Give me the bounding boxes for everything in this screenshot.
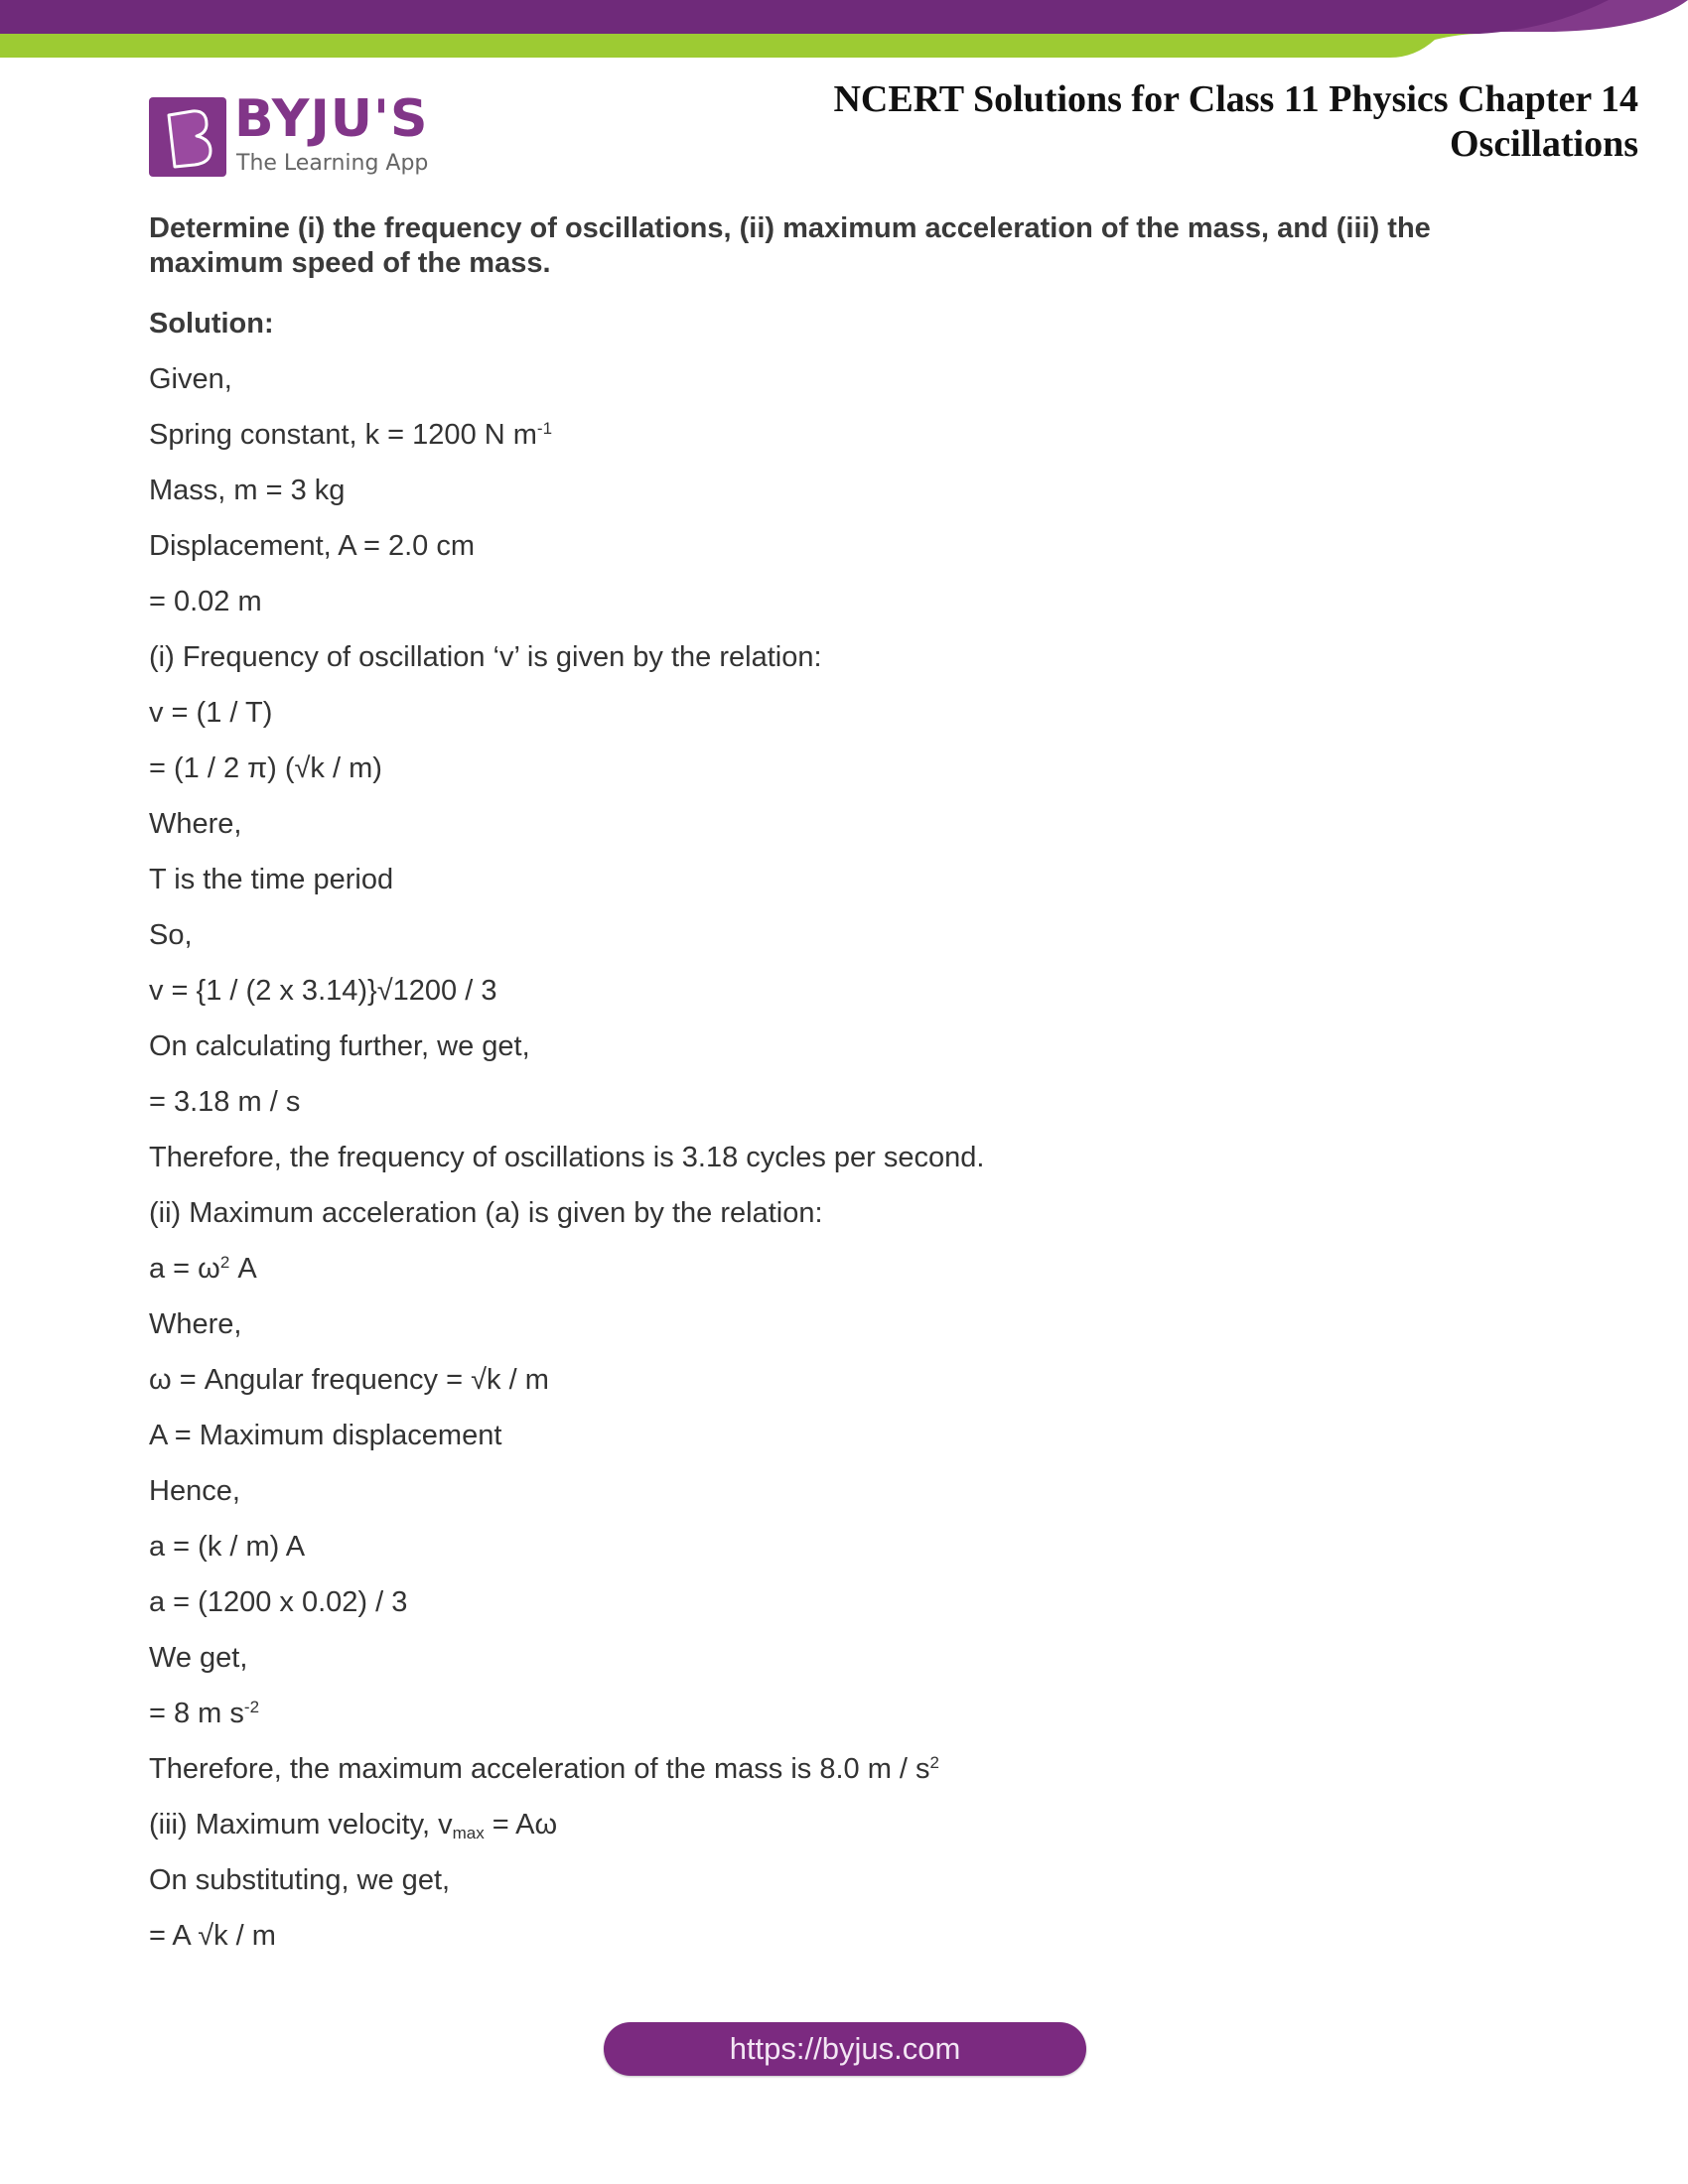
document-title — [745, 77, 1638, 167]
solution-line: We get, — [149, 1642, 248, 1674]
logo-b-icon — [149, 97, 226, 177]
title-line-1: NCERT Solutions for Class 11 Physics Chapter 14 — [833, 78, 1638, 120]
solution-line: A = Maximum displacement — [149, 1420, 502, 1451]
solution-line: Therefore, the frequency of oscillations is 3.18 cycles per second. — [149, 1142, 985, 1173]
logo-tagline: The Learning App — [236, 151, 429, 176]
solution-line: = 3.18 m / s — [149, 1086, 301, 1118]
solution-line: = 8 m $s^{-2}$ — [149, 1698, 260, 1729]
solution-line: Displacement, A = 2.0 cm — [149, 530, 476, 562]
solution-line: Therefore, the maximum acceleration of the mass is 8.0 m / $s^2$ — [149, 1753, 939, 1785]
solution-line: v = (1 / T) — [149, 697, 273, 729]
banner-graphic — [0, 0, 1688, 60]
solution-line: On substituting, we get, — [149, 1864, 451, 1896]
solution-line: Where, — [149, 1308, 242, 1340]
solution-line: (iii) Maximum velocity, $v_{max} = A\omega$ — [149, 1809, 558, 1843]
solution-line: T is the time period — [149, 864, 394, 895]
top-banner — [0, 0, 1688, 60]
solution-content — [149, 211, 1539, 1964]
logo-wordmark: BYJU'S — [234, 89, 429, 149]
solution-line: = (1 / 2 π) (√k / m) — [149, 752, 382, 784]
solution-line: = 0.02 m — [149, 586, 262, 617]
solution-heading: Solution: — [149, 308, 274, 340]
solution-line: $a = \omega^2$ A — [149, 1253, 257, 1285]
solution-line: a = (k / m) A — [149, 1531, 306, 1563]
solution-line: v = {1 / (2 x 3.14)}√1200 / 3 — [149, 975, 497, 1007]
solution-line: Hence, — [149, 1475, 240, 1507]
solution-line: (i) Frequency of oscillation ‘v’ is given by the relation: — [149, 641, 822, 673]
solution-line: Spring constant, k = 1200 N $m^{-1}$ — [149, 419, 553, 451]
byjus-website-link[interactable]: https://byjus.com — [604, 2022, 1086, 2076]
solution-line: Mass, m = 3 kg — [149, 475, 346, 506]
solution-line: Where, — [149, 808, 242, 840]
solution-line: So, — [149, 919, 193, 951]
solution-line: On calculating further, we get, — [149, 1030, 530, 1062]
title-line-2: Oscillations — [1449, 123, 1638, 165]
solution-line: = A √k / m — [149, 1920, 276, 1952]
question-text: Determine (i) the frequency of oscillations, (ii) maximum acceleration of the mass, and (iii) the maximum speed of the mass. — [149, 212, 1431, 279]
solution-line: a = (1200 x 0.02) / 3 — [149, 1586, 408, 1618]
solution-line: (ii) Maximum acceleration (a) is given by the relation: — [149, 1197, 823, 1229]
byjus-logo — [149, 89, 437, 179]
solution-line: Given, — [149, 363, 232, 395]
solution-line: ω = Angular frequency = √k / m — [149, 1364, 549, 1396]
